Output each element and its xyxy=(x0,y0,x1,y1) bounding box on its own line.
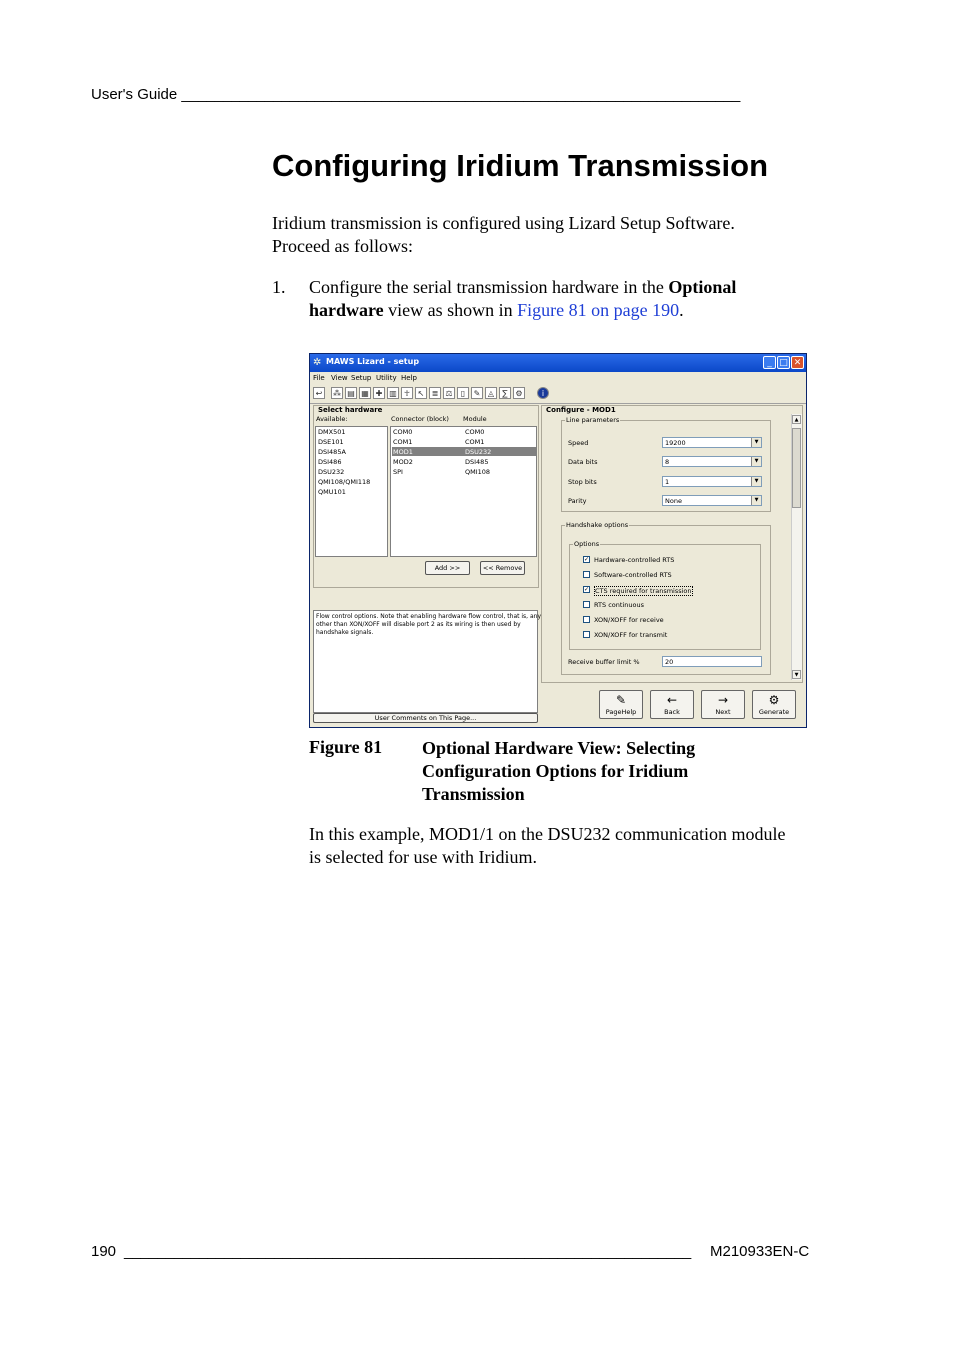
list-item[interactable]: COM0 xyxy=(393,428,413,436)
window-titlebar xyxy=(310,354,806,372)
generate-icon: ⚙ xyxy=(768,693,780,707)
pagehelp-label: PageHelp xyxy=(605,708,637,716)
buffer-limit-label: Receive buffer limit % xyxy=(568,658,640,666)
comments-box[interactable] xyxy=(313,610,542,713)
speed-select[interactable] xyxy=(662,437,762,448)
xon-receive-checkbox[interactable] xyxy=(583,616,590,623)
step-bold-hardware: hardware xyxy=(309,300,384,320)
chevron-down-icon[interactable]: ▼ xyxy=(751,477,761,486)
comment-line: Flow control options. Note that enabling hardware flow control, that is, any xyxy=(316,613,542,620)
help-icon: ✎ xyxy=(615,693,627,707)
databits-label: Data bits xyxy=(568,458,598,466)
app-screenshot xyxy=(309,353,807,728)
generate-label: Generate xyxy=(758,708,790,716)
chart-icon[interactable]: ⚖ xyxy=(443,387,455,399)
list-item[interactable]: MOD2 xyxy=(393,458,413,466)
arrow-right-icon: → xyxy=(717,693,729,707)
databits-select[interactable] xyxy=(662,456,762,467)
page-icon[interactable]: ▯ xyxy=(457,387,469,399)
option-label: XON/XOFF for receive xyxy=(594,616,664,624)
minimize-button[interactable]: _ xyxy=(763,356,776,369)
menu-file[interactable]: File xyxy=(313,374,325,382)
module-icon[interactable]: ▥ xyxy=(387,387,399,399)
configure-title: Configure - MOD1 xyxy=(546,406,616,414)
intro-paragraph xyxy=(272,212,735,258)
close-button[interactable]: ✕ xyxy=(791,356,804,369)
select-hardware-title: Select hardware xyxy=(318,406,383,414)
list-item[interactable]: COM1 xyxy=(465,438,485,446)
list-item[interactable]: COM0 xyxy=(465,428,485,436)
xon-transmit-checkbox[interactable] xyxy=(583,631,590,638)
rts-continuous-checkbox[interactable] xyxy=(583,601,590,608)
logging-icon[interactable]: ▦ xyxy=(359,387,371,399)
option-label: Hardware-controlled RTS xyxy=(594,556,675,564)
graph-icon[interactable]: ◬ xyxy=(485,387,497,399)
list-item[interactable]: DSI485A xyxy=(318,448,346,456)
menu-view[interactable]: View xyxy=(331,374,348,382)
module-label: Module xyxy=(463,415,487,423)
user-comments-button[interactable]: User Comments on This Page... xyxy=(313,713,538,723)
databits-value: 8 xyxy=(665,458,670,466)
option-label: Software-controlled RTS xyxy=(594,571,672,579)
available-list[interactable] xyxy=(315,426,388,557)
section-title: Configuring Iridium Transmission xyxy=(272,148,769,183)
list-item[interactable]: QMU101 xyxy=(318,488,346,496)
after-line-2: is selected for use with Iridium. xyxy=(309,847,537,867)
page-number: 190 xyxy=(91,1243,117,1260)
pointer-icon[interactable]: ↖ xyxy=(415,387,427,399)
stopbits-value: 1 xyxy=(665,478,670,486)
hardware-rts-checkbox[interactable]: ✓ xyxy=(584,556,590,563)
running-header: User's Guide ___________________________________________________________________ xyxy=(91,86,741,103)
chevron-down-icon[interactable]: ▼ xyxy=(751,438,761,447)
connector-label: Connector (block) xyxy=(391,415,449,423)
software-rts-checkbox[interactable] xyxy=(583,571,590,578)
comment-line: other than XON/XOFF will disable port 2 as its wiring is then used by xyxy=(316,621,521,628)
figure-caption: Optional Hardware View: Selecting Configuration Options for Iridium Transmission xyxy=(422,738,696,804)
window-title: MAWS Lizard - setup xyxy=(326,357,420,366)
handshake-options-title: Handshake options xyxy=(566,521,629,529)
speed-label: Speed xyxy=(568,439,589,447)
document-id: M210933EN-C xyxy=(710,1243,810,1260)
line-parameters-title: Line parameters xyxy=(566,416,620,424)
menubar xyxy=(310,372,806,384)
pagehelp-button[interactable] xyxy=(599,690,643,719)
buffer-limit-value: 20 xyxy=(665,658,674,666)
stopbits-select[interactable] xyxy=(662,476,762,487)
toolbar xyxy=(310,385,806,404)
option-label: CTS required for transmission xyxy=(595,587,692,595)
cts-required-checkbox[interactable]: ✓ xyxy=(584,586,590,593)
vertical-scrollbar[interactable] xyxy=(791,414,802,680)
list-item-selected[interactable]: MOD1 xyxy=(393,448,413,456)
menu-utility[interactable]: Utility xyxy=(376,374,397,382)
hardware-icon[interactable]: ✚ xyxy=(373,387,385,399)
scroll-up-icon[interactable]: ▲ xyxy=(792,415,801,424)
parity-value: None xyxy=(665,497,682,505)
maximize-button[interactable]: □ xyxy=(777,356,790,369)
edit-icon[interactable]: ✎ xyxy=(471,387,483,399)
figure-link[interactable]: Figure 81 on page 190 xyxy=(517,300,680,320)
list-item[interactable]: QMI108 xyxy=(465,468,491,476)
app-icon: ✲ xyxy=(313,357,322,368)
chevron-down-icon[interactable]: ▼ xyxy=(751,496,761,505)
step-1-text xyxy=(309,276,809,322)
available-label: Available: xyxy=(316,415,348,423)
step-text-part: Configure the serial transmission hardware in the xyxy=(309,277,669,297)
info-icon[interactable]: i xyxy=(537,387,549,399)
stopbits-label: Stop bits xyxy=(568,478,597,486)
intro-line-2: Proceed as follows: xyxy=(272,236,413,256)
list-item[interactable]: QMI108/QMI118 xyxy=(318,478,371,486)
option-label: XON/XOFF for transmit xyxy=(594,631,668,639)
remove-button[interactable]: << Remove xyxy=(480,561,525,575)
option-label: RTS continuous xyxy=(594,601,644,609)
list-item[interactable]: DSI485 xyxy=(465,458,489,466)
gear-icon[interactable]: ⚙ xyxy=(513,387,525,399)
speed-value: 19200 xyxy=(665,439,686,447)
connector-module-list[interactable] xyxy=(390,426,537,557)
add-button[interactable]: Add >> xyxy=(425,561,470,575)
scroll-thumb[interactable] xyxy=(792,428,801,508)
next-button[interactable] xyxy=(701,690,745,719)
scroll-down-icon[interactable]: ▼ xyxy=(792,670,801,679)
list-item[interactable]: SPI xyxy=(393,468,403,476)
network-icon[interactable]: ⁂ xyxy=(333,389,341,398)
sensor-icon[interactable]: ▤ xyxy=(345,387,357,399)
menu-setup[interactable]: Setup xyxy=(351,374,372,382)
back-button[interactable] xyxy=(650,690,694,719)
step-text-part: view as shown in xyxy=(383,300,518,320)
step-number: 1. xyxy=(272,277,286,297)
options-title: Options xyxy=(574,540,600,548)
step-bold-optional: Optional xyxy=(668,277,737,297)
list-item[interactable]: DSE101 xyxy=(318,438,344,446)
list-item[interactable]: DSU232 xyxy=(318,468,345,476)
back-label: Back xyxy=(664,708,680,716)
sigma-icon[interactable]: ∑ xyxy=(499,387,511,399)
list-item[interactable]: DSI486 xyxy=(318,458,342,466)
after-paragraph xyxy=(309,823,785,869)
arrow-left-icon: ← xyxy=(666,693,678,707)
buffer-limit-input[interactable] xyxy=(662,656,762,667)
menu-help[interactable]: Help xyxy=(401,374,417,382)
selected-row-highlight xyxy=(392,447,536,456)
list-item[interactable]: DMX501 xyxy=(318,428,346,436)
comment-line: handshake signals. xyxy=(316,629,374,636)
intro-line-1: Iridium transmission is configured using Lizard Setup Software. xyxy=(272,213,735,233)
next-label: Next xyxy=(715,708,731,716)
generate-button[interactable] xyxy=(752,690,796,719)
footer-rule: ____________________________________________________________________ xyxy=(124,1243,692,1260)
person-icon[interactable]: ☥ xyxy=(401,387,413,399)
list-item[interactable]: COM1 xyxy=(393,438,413,446)
parity-label: Parity xyxy=(568,497,587,505)
parity-select[interactable] xyxy=(662,495,762,506)
step-text-end: . xyxy=(679,300,684,320)
list-icon[interactable]: ≣ xyxy=(429,387,441,399)
exit-icon[interactable]: ↩ xyxy=(313,387,325,399)
list-item-selected[interactable]: DSU232 xyxy=(465,448,492,456)
chevron-down-icon[interactable]: ▼ xyxy=(751,457,761,466)
figure-number: Figure 81 xyxy=(309,737,383,757)
after-line-1: In this example, MOD1/1 on the DSU232 communication module xyxy=(309,824,786,844)
